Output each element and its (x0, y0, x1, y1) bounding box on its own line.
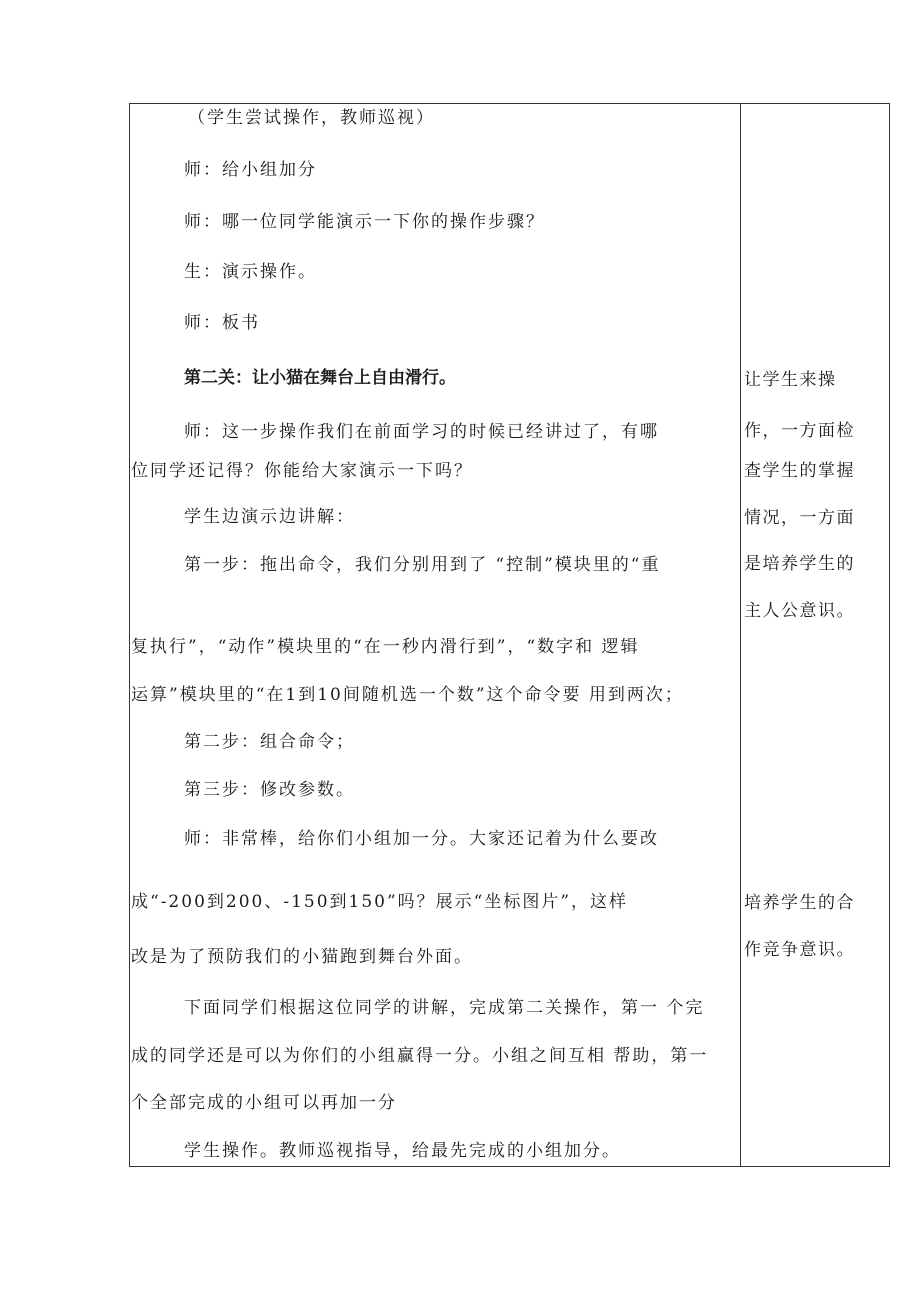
side-note-line: 作竞争意识。 (744, 940, 855, 960)
main-line: 下面同学们根据这位同学的讲解，完成第二关操作，第一 个完 (184, 998, 705, 1018)
section-heading: 第二关：让小猫在舞台上自由滑行。 (184, 368, 456, 388)
main-line: 复执行”，“动作”模块里的“在一秒内滑行到”，“数字和 逻辑 (131, 637, 640, 657)
main-line: 第一步：拖出命令，我们分别用到了 “控制”模块里的“重 (184, 555, 661, 575)
side-note-line: 培养学生的合 (744, 893, 855, 913)
side-note-line: 主人公意识。 (744, 601, 855, 621)
main-line: 生：演示操作。 (184, 262, 317, 282)
main-line: 第三步：修改参数。 (184, 780, 355, 800)
main-line: 第二步：组合命令； (184, 732, 355, 752)
side-note-line: 是培养学生的 (744, 554, 855, 574)
main-line: 运算”模块里的“在1到10间随机选一个数”这个命令要 用到两次； (131, 685, 684, 705)
side-note-line: 让学生来操 (744, 370, 837, 390)
main-line: 学生操作。教师巡视指导，给最先完成的小组加分。 (184, 1141, 621, 1161)
main-line: 师：哪一位同学能演示一下你的操作步骤？ (184, 212, 545, 232)
main-line: 师：给小组加分 (184, 160, 317, 180)
main-line: 个全部完成的小组可以再加一分 (131, 1093, 397, 1113)
column-divider (740, 103, 741, 1167)
main-line: 师：非常棒，给你们小组加一分。大家还记着为什么要改 (184, 829, 659, 849)
main-line: （学生尝试操作，教师巡视） (188, 108, 435, 128)
side-note-line: 情况，一方面 (744, 508, 855, 528)
main-line: 改是为了预防我们的小猫跑到舞台外面。 (131, 947, 473, 967)
main-line: 成“-200到200、-150到150”吗？展示“坐标图片”，这样 (131, 892, 629, 912)
side-note-line: 查学生的掌握 (744, 461, 855, 481)
main-line: 师：这一步操作我们在前面学习的时候已经讲过了，有哪 (184, 422, 659, 442)
main-line: 成的同学还是可以为你们的小组赢得一分。小组之间互相 帮助，第一 (131, 1046, 709, 1066)
side-note-line: 作，一方面检 (744, 421, 855, 441)
main-line: 位同学还记得？你能给大家演示一下吗？ (131, 461, 473, 481)
main-line: 师：板书 (184, 313, 260, 333)
main-line: 学生边演示边讲解： (184, 507, 355, 527)
